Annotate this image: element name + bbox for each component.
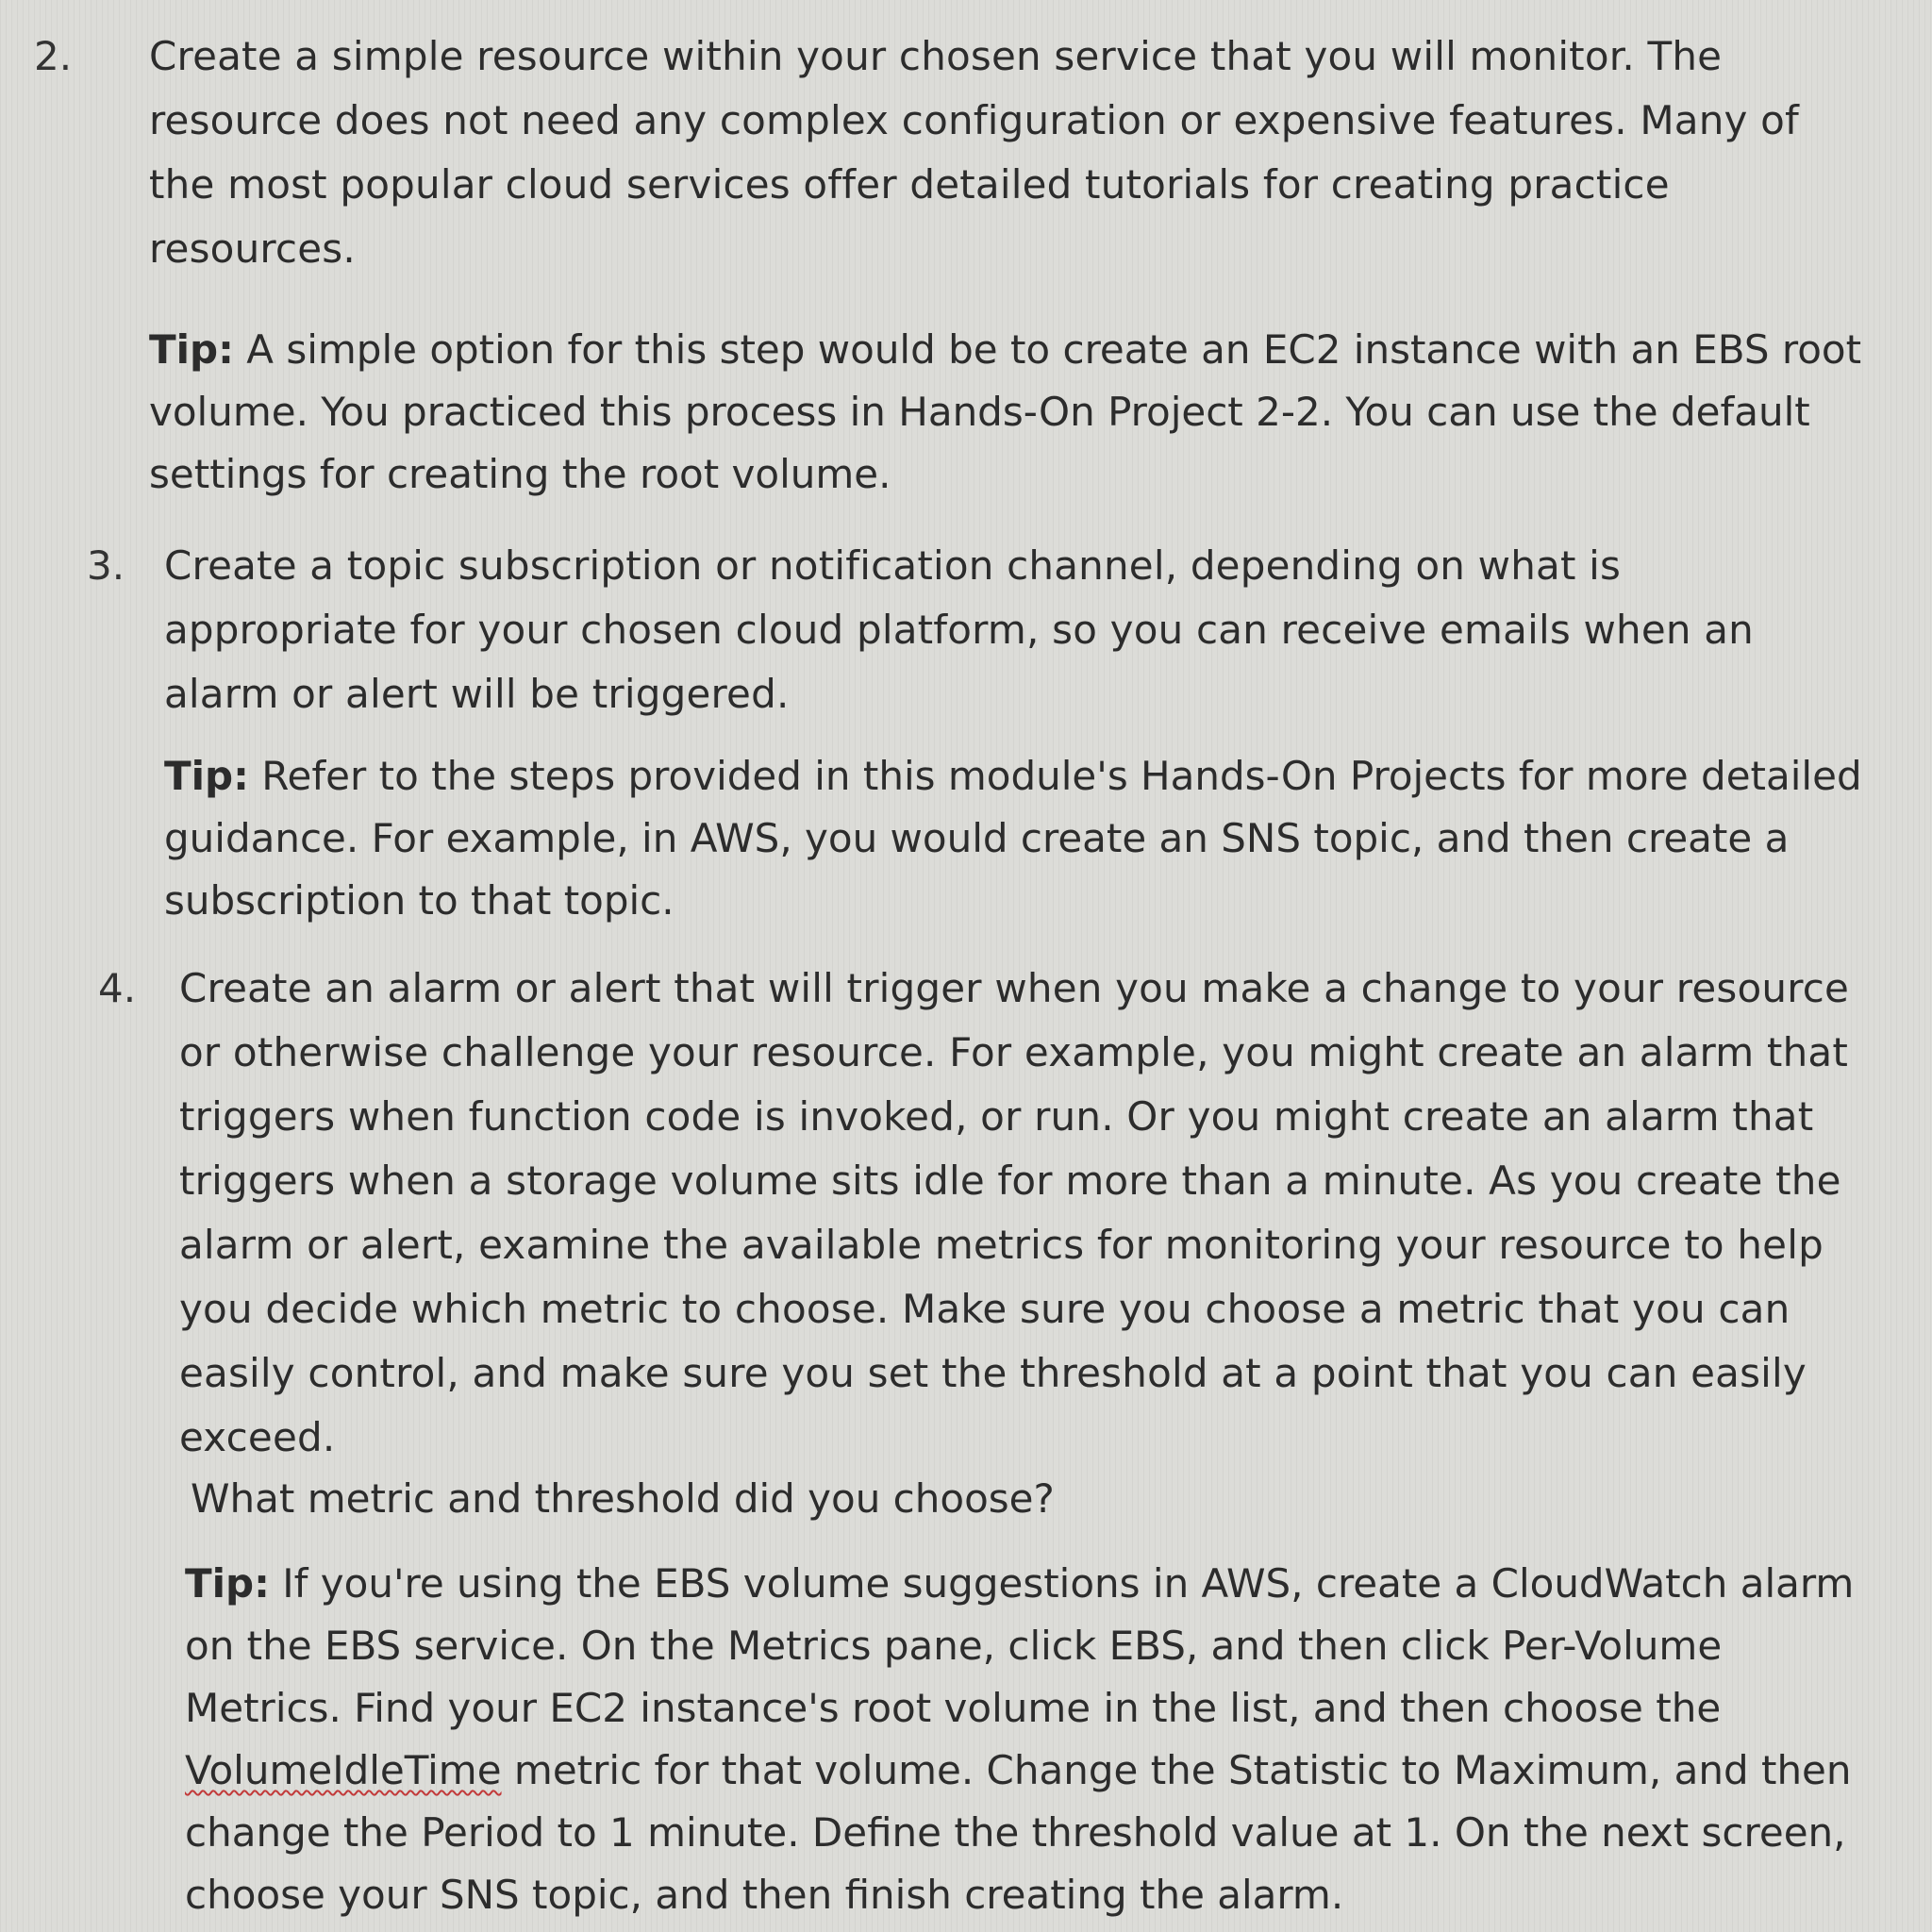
tip-text: Refer to the steps provided in this module's Hands-On Projects for more detailed guidance. For example, in AWS, you would create an SNS topic, and then create a subscription to that topic. bbox=[164, 753, 1862, 924]
tip-text-before: If you're using the EBS volume suggestions in AWS, create a CloudWatch alarm on the EBS service. On the Metrics pane, click EBS, and then click Per-Volume Metrics. Find your EC2 instance's root volume in the list, and then choose the bbox=[185, 1560, 1855, 1731]
tip-text: A simple option for this step would be to create an EC2 instance with an EBS root volume. You practiced this process in Hands-On Project 2-2. You can use the default settings for creating the root volume. bbox=[149, 326, 1862, 497]
step-3 bbox=[87, 534, 1879, 726]
step-text: Create an alarm or alert that will trigger when you make a change to your resource or otherwise challenge your resource. For example, you might create an alarm that triggers when function code is invoked, or run. Or you might create an alarm that triggers when a storage volume sits idle for more than a minute. As you create the alarm or alert, examine the available metrics for monitoring your resource to help you decide which metric to choose. Make sure you choose a metric that you can easily control, and make sure you set the threshold at a point that you can easily exceed. bbox=[179, 965, 1850, 1460]
tip-step-4 bbox=[185, 1553, 1874, 1926]
step-2 bbox=[34, 25, 1883, 281]
tip-step-3 bbox=[164, 745, 1862, 932]
question-text: What metric and threshold did you choose? bbox=[191, 1475, 1055, 1522]
tip-label: Tip: bbox=[164, 753, 249, 799]
tip-label: Tip: bbox=[185, 1560, 270, 1607]
step-number: 2. bbox=[34, 33, 73, 79]
spellcheck-underlined-word: VolumeIdleTime bbox=[185, 1747, 502, 1793]
tip-step-2 bbox=[149, 319, 1875, 506]
tip-text-after: metric for that volume. Change the Statistic to Maximum, and then change the Period to 1 minute. Define the threshold value at 1. On the next screen, choose your SNS topic, and then finish creating the alarm. bbox=[185, 1747, 1852, 1918]
step-4 bbox=[98, 957, 1881, 1470]
step-number: 4. bbox=[98, 965, 137, 1011]
step-number: 3. bbox=[87, 542, 125, 589]
tip-label: Tip: bbox=[149, 326, 234, 373]
step-text: Create a topic subscription or notification channel, depending on what is appropriate for your chosen cloud platform, so you can receive emails when an alarm or alert will be triggered. bbox=[164, 542, 1755, 717]
step-text: Create a simple resource within your chosen service that you will monitor. The resource does not need any complex configuration or expensive features. Many of the most popular cloud services offer detailed tutorials for creating practice resources. bbox=[149, 33, 1800, 272]
